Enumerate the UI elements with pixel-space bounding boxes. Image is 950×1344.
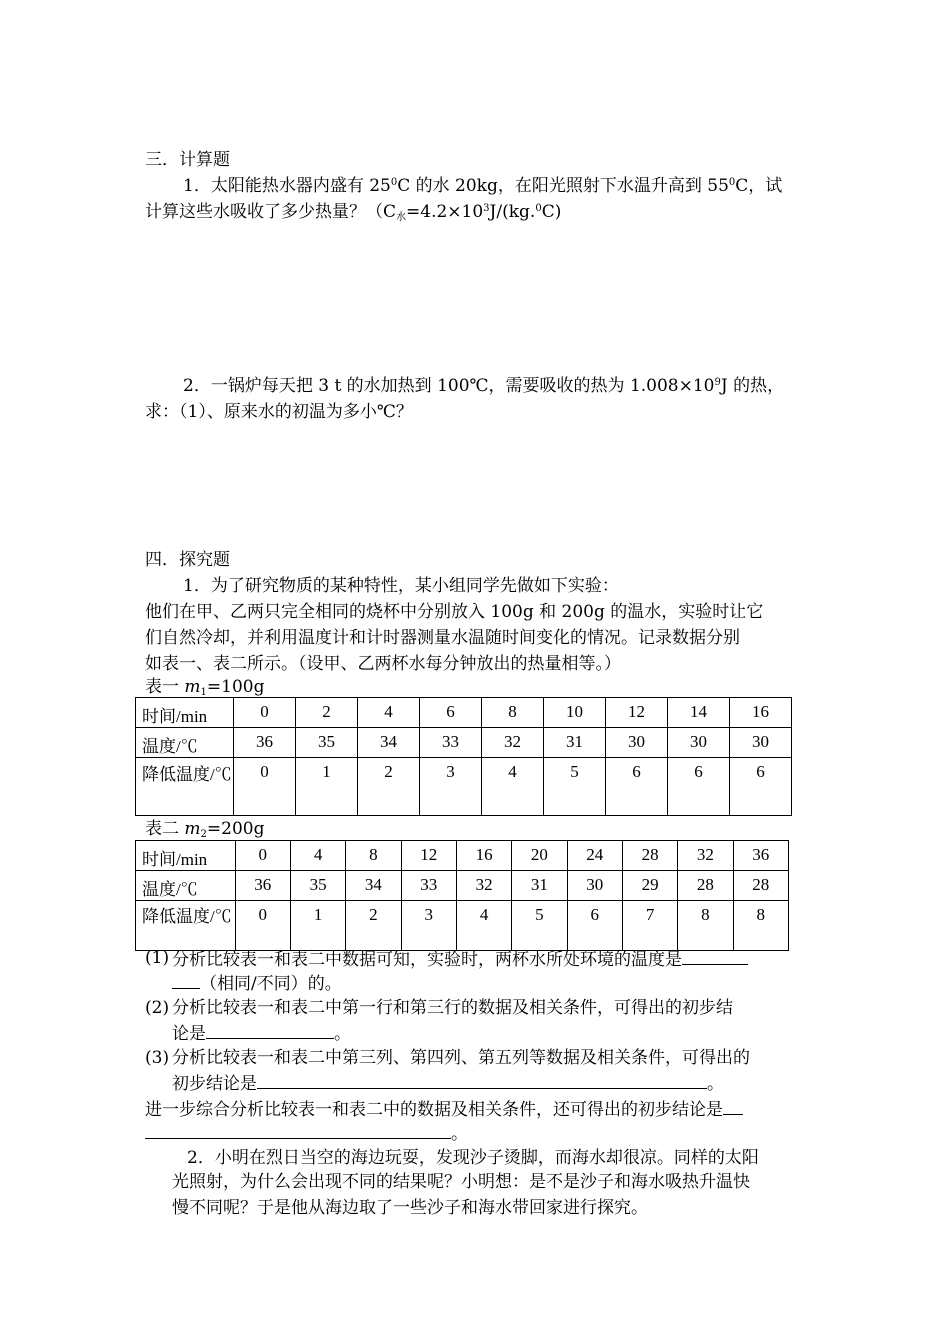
inquiry2-line1: 2．小明在烈日当空的海边玩耍，发现沙子烫脚，而海水却很凉。同样的太阳 bbox=[187, 1148, 759, 1168]
table-cell: 30 bbox=[606, 728, 668, 758]
table2-caption: 表二 $m_2=200g$ bbox=[145, 819, 265, 840]
table-cell: 0 bbox=[234, 698, 296, 728]
table-cell: 温度/℃ bbox=[136, 871, 236, 901]
answer-blank[interactable] bbox=[682, 946, 748, 965]
table-cell: 16 bbox=[730, 698, 792, 728]
table-cell: 31 bbox=[512, 871, 567, 901]
table-cell: 20 bbox=[512, 841, 567, 871]
table-cell: 35 bbox=[296, 728, 358, 758]
table-cell: 时间/min bbox=[136, 841, 236, 871]
subq1-line1: 分析比较表一和表二中数据可知，实验时，两杯水所处环境的温度是 bbox=[172, 946, 748, 972]
table-cell: 0 bbox=[235, 841, 290, 871]
subq2-number: (2) bbox=[145, 998, 170, 1018]
table-cell: 31 bbox=[544, 728, 606, 758]
subq2-line1: 分析比较表一和表二中第一行和第三行的数据及相关条件，可得出的初步结 bbox=[172, 998, 733, 1018]
table-cell: 5 bbox=[512, 901, 567, 951]
table-cell: 28 bbox=[733, 871, 788, 901]
table2 bbox=[135, 840, 789, 951]
table-cell: 30 bbox=[567, 871, 622, 901]
table-cell: 36 bbox=[234, 728, 296, 758]
table-cell: 8 bbox=[733, 901, 788, 951]
further-conclusion-line1: 进一步综合分析比较表一和表二中的数据及相关条件，还可得出的初步结论是 bbox=[145, 1096, 743, 1122]
table-cell: 温度/℃ bbox=[136, 728, 234, 758]
answer-blank[interactable] bbox=[723, 1096, 743, 1115]
table-cell: 1 bbox=[290, 901, 345, 951]
table-cell: 7 bbox=[622, 901, 677, 951]
table-cell: 33 bbox=[401, 871, 456, 901]
table-cell: 4 bbox=[290, 841, 345, 871]
table-cell: 6 bbox=[606, 758, 668, 816]
table-cell: 降低温度/℃ bbox=[136, 758, 234, 816]
table-cell: 6 bbox=[730, 758, 792, 816]
further-conclusion-line2: 。 bbox=[145, 1120, 468, 1146]
table-cell: 2 bbox=[346, 901, 401, 951]
table-cell: 8 bbox=[482, 698, 544, 728]
table-cell: 34 bbox=[346, 871, 401, 901]
table-cell: 5 bbox=[544, 758, 606, 816]
table1-caption: 表一 $m_1=100g$ bbox=[145, 677, 265, 698]
table-cell: 32 bbox=[482, 728, 544, 758]
table-cell: 4 bbox=[358, 698, 420, 728]
table-cell: 3 bbox=[401, 901, 456, 951]
table-cell: 降低温度/℃ bbox=[136, 901, 236, 951]
table-cell: 1 bbox=[296, 758, 358, 816]
table-cell: 32 bbox=[678, 841, 733, 871]
table-cell: 16 bbox=[456, 841, 511, 871]
table-cell: 4 bbox=[482, 758, 544, 816]
answer-blank[interactable] bbox=[257, 1070, 707, 1089]
table1-row-drop bbox=[136, 758, 792, 816]
table-cell: 6 bbox=[567, 901, 622, 951]
table-cell: 2 bbox=[358, 758, 420, 816]
subq2-line2: 论是 。 bbox=[172, 1020, 351, 1046]
subq3-line1: 分析比较表一和表二中第三列、第四列、第五列等数据及相关条件，可得出的 bbox=[172, 1048, 750, 1068]
inquiry1-para-line1: 他们在甲、乙两只完全相同的烧杯中分别放入 100g 和 200g 的温水，实验时让它 bbox=[145, 602, 764, 622]
table-cell: 8 bbox=[346, 841, 401, 871]
table-cell: 时间/min bbox=[136, 698, 234, 728]
table-cell: 24 bbox=[567, 841, 622, 871]
table-cell: 0 bbox=[234, 758, 296, 816]
table1 bbox=[135, 697, 792, 816]
table1-row-temp bbox=[136, 728, 792, 758]
subq1-number: (1) bbox=[145, 948, 170, 968]
table-cell: 35 bbox=[290, 871, 345, 901]
q2-line1: 2．一锅炉每天把 3 t 的水加热到 100℃，需要吸收的热为 $1.008\times 10^9J$ 的热， bbox=[183, 376, 785, 396]
table-cell: 12 bbox=[401, 841, 456, 871]
table-cell: 3 bbox=[420, 758, 482, 816]
table-cell: 36 bbox=[235, 871, 290, 901]
table-cell: 8 bbox=[678, 901, 733, 951]
answer-blank[interactable] bbox=[206, 1020, 334, 1039]
table-cell: 36 bbox=[733, 841, 788, 871]
table-cell: 4 bbox=[456, 901, 511, 951]
subq1-line2: （相同/不同）的。 bbox=[172, 970, 342, 996]
inquiry1-para-line2: 们自然冷却，并利用温度计和计时器测量水温随时间变化的情况。记录数据分别 bbox=[145, 628, 740, 648]
table-cell: 10 bbox=[544, 698, 606, 728]
table-cell: 30 bbox=[730, 728, 792, 758]
answer-blank[interactable] bbox=[172, 970, 200, 989]
table-cell: 30 bbox=[668, 728, 730, 758]
subq3-number: (3) bbox=[145, 1048, 170, 1068]
inquiry2-line3: 慢不同呢？于是他从海边取了一些沙子和海水带回家进行探究。 bbox=[172, 1198, 648, 1218]
table-cell: 14 bbox=[668, 698, 730, 728]
answer-blank[interactable] bbox=[145, 1120, 451, 1139]
table2-row-drop bbox=[136, 901, 789, 951]
section4-heading: 四．探究题 bbox=[145, 550, 230, 570]
subq3-line2: 初步结论是 。 bbox=[172, 1070, 724, 1096]
table-cell: 34 bbox=[358, 728, 420, 758]
q1-line1: 1．太阳能热水器内盛有 $25^0C$ 的水 20kg，在阳光照射下水温升高到 $55^0C$，试 bbox=[183, 176, 783, 196]
q2-line2: 求：（1）、原来水的初温为多小℃？ bbox=[145, 402, 413, 422]
table2-row-time bbox=[136, 841, 789, 871]
table-cell: 2 bbox=[296, 698, 358, 728]
table-cell: 33 bbox=[420, 728, 482, 758]
table-cell: 6 bbox=[668, 758, 730, 816]
table-cell: 28 bbox=[678, 871, 733, 901]
inquiry2-line2: 光照射，为什么会出现不同的结果呢？小明想：是不是沙子和海水吸热升温快 bbox=[172, 1172, 750, 1192]
inquiry1-para-line3: 如表一、表二所示。（设甲、乙两杯水每分钟放出的热量相等。） bbox=[145, 654, 621, 674]
table-cell: 28 bbox=[622, 841, 677, 871]
section3-heading: 三．计算题 bbox=[145, 150, 230, 170]
table-cell: 29 bbox=[622, 871, 677, 901]
q1-line2: 计算这些水吸收了多少热量？（$C_水=4.2\times 10^3J/(kg.^0C)$ bbox=[145, 202, 562, 223]
table1-row-time bbox=[136, 698, 792, 728]
inquiry1-intro: 1．为了研究物质的某种特性，某小组同学先做如下实验： bbox=[183, 576, 619, 596]
table-cell: 12 bbox=[606, 698, 668, 728]
table-cell: 0 bbox=[235, 901, 290, 951]
table-cell: 6 bbox=[420, 698, 482, 728]
table2-row-temp bbox=[136, 871, 789, 901]
table-cell: 32 bbox=[456, 871, 511, 901]
